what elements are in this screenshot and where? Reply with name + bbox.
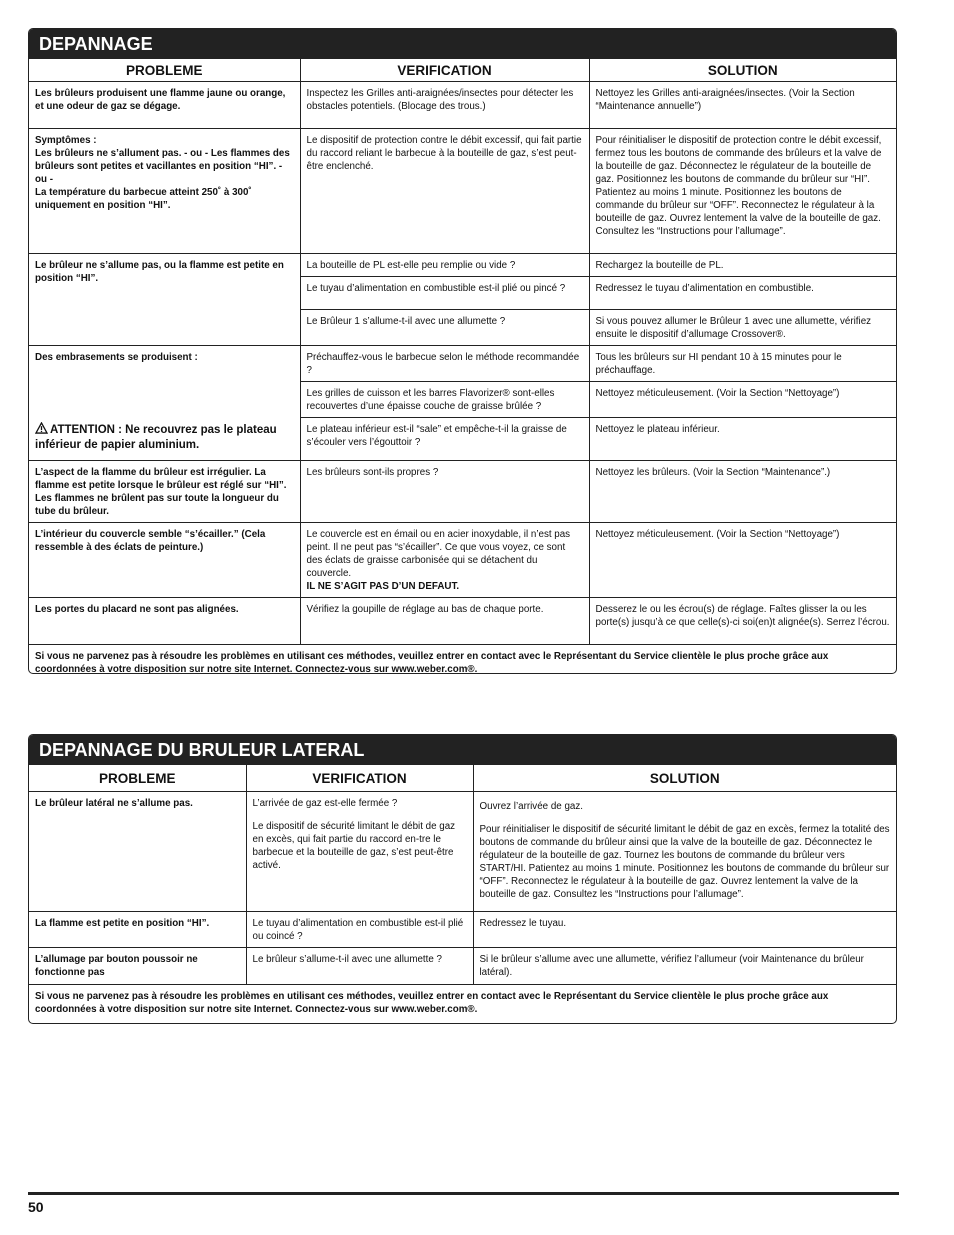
solution-cell: [473, 792, 896, 912]
verification-cell: Le brûleur s’allume-t-il avec une allumette ?: [246, 948, 473, 985]
table-row: [29, 254, 896, 277]
solution-cell: Nettoyez le plateau inférieur.: [589, 418, 896, 461]
col-header-verification: VERIFICATION: [300, 59, 589, 82]
verification-cell: La bouteille de PL est-elle peu remplie ou vide ?: [300, 254, 589, 277]
problem-cell: L’allumage par bouton poussoir ne fonctionne pas: [29, 948, 246, 985]
problem-cell: Le brûleur latéral ne s’allume pas.: [29, 792, 246, 912]
section-title: DEPANNAGE DU BRULEUR LATERAL: [29, 735, 896, 765]
problem-cell: L’intérieur du couvercle semble “s’écailler.” (Cela ressemble à des éclats de peinture.): [29, 523, 300, 598]
verification-cell: Le dispositif de protection contre le débit excessif, qui fait partie du raccord reliant le barbecue à la bouteille de gaz, s’est peut-être enclenché.: [300, 129, 589, 254]
solution-cell: Rechargez la bouteille de PL.: [589, 254, 896, 277]
solution-cell: Redressez le tuyau d’alimentation en combustible.: [589, 277, 896, 310]
verification-cell: Inspectez les Grilles anti-araignées/insectes pour détecter les obstacles potentiels. (Blocage des trous.): [300, 82, 589, 129]
table-row: [29, 82, 896, 129]
problem-cell: Les portes du placard ne sont pas alignées.: [29, 598, 300, 645]
table-row: [29, 598, 896, 645]
problem-cell: L’aspect de la flamme du brûleur est irrégulier. La flamme est petite lorsque le brûleur est réglé sur “HI”. Les flammes ne brûlent pas sur toute la longueur du tube du brûleur.: [29, 461, 300, 523]
solution-cell: Si le brûleur s’allume avec une allumette, vérifiez l’allumeur (voir Maintenance du brûleur latéral).: [473, 948, 896, 985]
verification-text: Le dispositif de sécurité limitant le débit de gaz en excès, qui fait partie du raccord en-tre le barbecue et la bouteille de gaz, s’est peut-être activé.: [252, 821, 456, 871]
col-header-probleme: PROBLEME: [29, 59, 300, 82]
table-row: [29, 523, 896, 598]
verification-cell: [300, 523, 589, 598]
table-row: [29, 461, 896, 523]
solution-cell: Nettoyez les brûleurs. (Voir la Section “Maintenance”.): [589, 461, 896, 523]
section-title: DEPANNAGE: [29, 29, 896, 59]
solution-cell: Pour réinitialiser le dispositif de protection contre le débit excessif, fermez tous les boutons de commande des brûleurs et la valve de la bouteille de gaz. Déconnectez le régulateur de la bouteille de gaz. Positionnez les boutons de commande du brûleur sur “HI”. Patientez au moins 1 minute. Positionnez les boutons de commande du brûleur sur “OFF”. Reconnectez le régulateur à la bouteille de gaz. Ouvrez lentement la valve de la bouteille de gaz. Consultez les “Instructions pour l’allumage”.: [589, 129, 896, 254]
header-row: [29, 765, 896, 792]
solution-text: Pour réinitialiser le dispositif de sécurité limitant le débit de gaz en excès, fermez la totalité des boutons de commande du brûleur ainsi que la valve de la bouteille de gaz. Déconnectez le régulateur de la bouteille de gaz. Tournez les boutons de commande du brûleur vers START/HI. Patientez au moins 1 minute. Positionnez les boutons de commande du brûleur sur “OFF”. Reconnectez le régulateur à la bouteille de gaz. Ouvrez lentement la valve de la bouteille de gaz. Consultez les “Instructions pour l’allumage”.: [479, 824, 890, 900]
col-header-verification: VERIFICATION: [246, 765, 473, 792]
solution-cell: Tous les brûleurs sur HI pendant 10 à 15 minutes pour le préchauffage.: [589, 346, 896, 382]
troubleshooting-table: [28, 28, 897, 674]
solution-cell: Redressez le tuyau.: [473, 912, 896, 948]
warning-note: [35, 422, 294, 453]
solution-text: Ouvrez l’arrivée de gaz.: [479, 801, 583, 812]
col-header-probleme: PROBLEME: [29, 765, 246, 792]
troubleshooting-grid: [29, 59, 896, 674]
col-header-solution: SOLUTION: [589, 59, 896, 82]
verification-cell: Vérifiez la goupille de réglage au bas de chaque porte.: [300, 598, 589, 645]
table-row: [29, 346, 896, 382]
side-burner-grid: [29, 765, 896, 1023]
problem-cell: La flamme est petite en position “HI”.: [29, 912, 246, 948]
verification-cell: Le Brûleur 1 s’allume-t-il avec une allumette ?: [300, 310, 589, 346]
verification-cell: Les grilles de cuisson et les barres Flavorizer® sont-elles recouvertes d’une épaisse couche de graisse brûlée ?: [300, 382, 589, 418]
table-row: [29, 912, 896, 948]
footer-note: Si vous ne parvenez pas à résoudre les problèmes en utilisant ces méthodes, veuillez entrer en contact avec le Représentant du Service clientèle le plus proche grâce aux coordonnées à votre disposition sur notre site Internet. Connectez-vous sur www.weber.com®.: [29, 985, 896, 1024]
verification-text: Le couvercle est en émail ou en acier inoxydable, il n’est pas peint. Il ne peut pas “s’écailler”. Ce que vous voyez, ce sont des éclats de graisse carbonisée qui se détachent du couvercle.: [306, 529, 571, 579]
table-row: [29, 792, 896, 912]
footer-note: Si vous ne parvenez pas à résoudre les problèmes en utilisant ces méthodes, veuillez entrer en contact avec le Représentant du Service clientèle le plus proche grâce aux coordonnées à votre disposition sur notre site Internet. Connectez-vous sur www.weber.com®.: [29, 645, 896, 675]
verification-cell: Le plateau inférieur est-il “sale” et empêche-t-il la graisse de s’écouler vers l’égouttoir ?: [300, 418, 589, 461]
problem-cell: Les brûleurs produisent une flamme jaune ou orange, et une odeur de gaz se dégage.: [29, 82, 300, 129]
verification-cell: Les brûleurs sont-ils propres ?: [300, 461, 589, 523]
problem-cell: [29, 346, 300, 461]
verification-cell: Le tuyau d’alimentation en combustible est-il plié ou pincé ?: [300, 277, 589, 310]
problem-cell: Le brûleur ne s’allume pas, ou la flamme est petite en position “HI”.: [29, 254, 300, 346]
solution-cell: Nettoyez méticuleusement. (Voir la Section “Nettoyage”): [589, 382, 896, 418]
page-number: 50: [28, 1199, 44, 1215]
problem-text: Des embrasements se produisent :: [35, 352, 198, 363]
problem-cell: Symptômes : Les brûleurs ne s’allument pas. - ou - Les flammes des brûleurs sont petites et vacillantes en position “HI”. - ou - La température du barbecue atteint 250˚ à 300˚ uniquement en position “HI”.: [29, 129, 300, 254]
header-row: [29, 59, 896, 82]
table-row: [29, 129, 896, 254]
verification-emphasis: IL NE S’AGIT PAS D’UN DEFAUT.: [306, 581, 460, 592]
solution-cell: Desserez le ou les écrou(s) de réglage. Faîtes glisser la ou les porte(s) jusqu’à ce que celle(s)-ci soi(en)t alignée(s). Serrez l’écrou.: [589, 598, 896, 645]
solution-cell: Si vous pouvez allumer le Brûleur 1 avec une allumette, vérifiez ensuite le dispositif d’allumage Crossover®.: [589, 310, 896, 346]
footer-row: [29, 985, 896, 1024]
warning-triangle-icon: [35, 422, 48, 434]
verification-cell: Préchauffez-vous le barbecue selon le méthode recommandée ?: [300, 346, 589, 382]
verification-cell: Le tuyau d’alimentation en combustible est-il plié ou coincé ?: [246, 912, 473, 948]
warning-text: ATTENTION : Ne recouvrez pas le plateau inférieur de papier aluminium.: [35, 424, 277, 451]
verification-cell: [246, 792, 473, 912]
table-row: [29, 948, 896, 985]
footer-row: [29, 645, 896, 675]
side-burner-troubleshooting-table: [28, 734, 897, 1024]
solution-cell: Nettoyez méticuleusement. (Voir la Section “Nettoyage”): [589, 523, 896, 598]
bottom-rule: [28, 1192, 899, 1195]
verification-text: L’arrivée de gaz est-elle fermée ?: [252, 798, 398, 809]
solution-cell: Nettoyez les Grilles anti-araignées/insectes. (Voir la Section “Maintenance annuelle”): [589, 82, 896, 129]
col-header-solution: SOLUTION: [473, 765, 896, 792]
